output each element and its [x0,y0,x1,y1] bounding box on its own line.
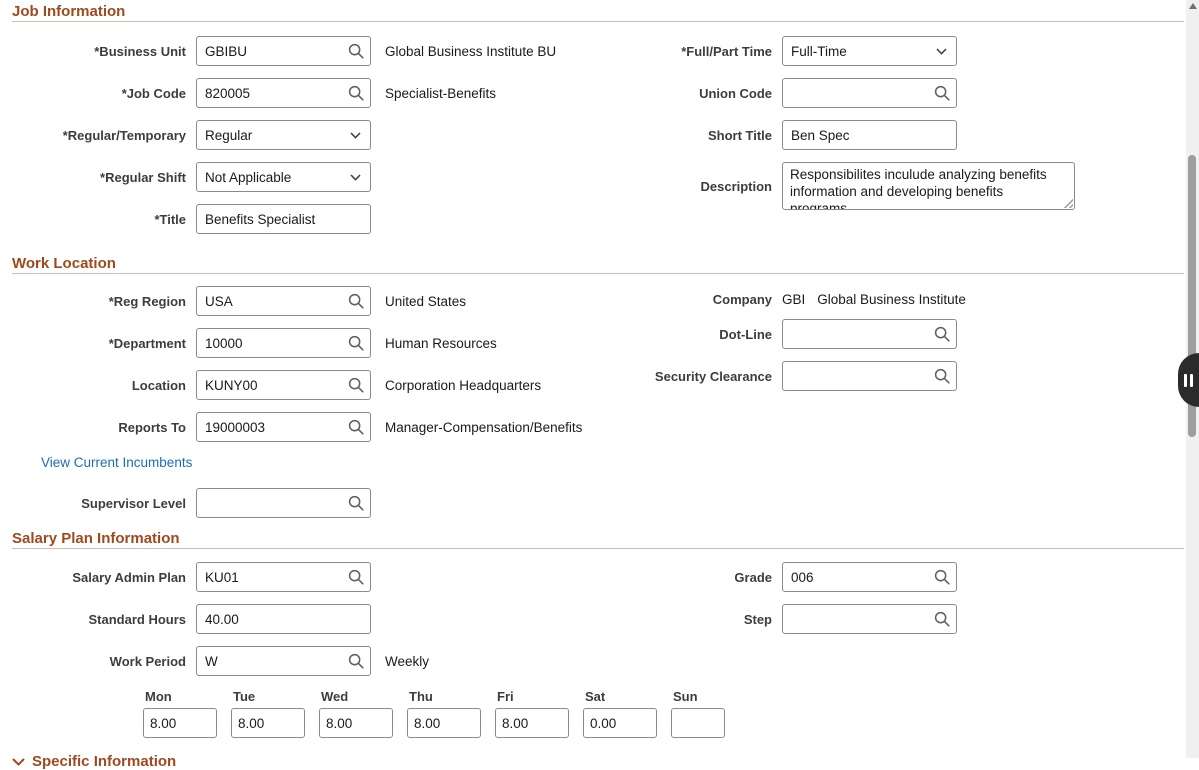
job-code-input[interactable] [196,78,371,108]
day-fri-input[interactable] [495,708,569,738]
search-icon[interactable] [347,334,365,352]
regular-shift-select[interactable] [196,162,371,192]
job-right-column [586,22,1184,210]
job-code-description: Specialist-Benefits [385,85,497,101]
day-sun-input[interactable] [671,708,725,738]
dot-line-label: Dot-Line [719,326,772,342]
day-thu-input[interactable] [407,708,481,738]
search-icon[interactable] [933,84,951,102]
reg-region-description: United States [385,293,467,309]
business-unit-label: *Business Unit [94,43,186,59]
full-part-time-label: *Full/Part Time [681,43,772,59]
salary-admin-plan-row [12,562,586,592]
full-part-time-row [586,36,1184,66]
regular-temporary-select[interactable] [196,120,371,150]
union-code-label: Union Code [699,85,772,101]
day-thu-label: Thu [409,689,433,704]
short-title-input[interactable] [782,120,957,150]
company-row [586,286,1184,312]
day-tue [231,689,305,738]
grade-input[interactable] [782,562,957,592]
job-code-fieldbox [196,78,371,108]
location-fieldbox [196,370,371,400]
company-label: Company [712,291,772,307]
security-clearance-fieldbox [782,361,957,391]
job-code-row [12,78,586,108]
department-row [12,328,586,358]
grade-fieldbox [782,562,957,592]
day-tue-input[interactable] [231,708,305,738]
supervisor-level-fieldbox [196,488,371,518]
day-sat [583,689,657,738]
short-title-row [586,120,1184,150]
title-row [12,204,586,234]
reg-region-fieldbox [196,286,371,316]
search-icon[interactable] [347,652,365,670]
up-arrow-icon[interactable] [1189,3,1197,9]
search-icon[interactable] [347,292,365,310]
salary-right-column [586,549,1184,646]
work-period-fieldbox [196,646,371,676]
search-icon[interactable] [347,376,365,394]
full-part-time-value: Full-Time [791,43,847,59]
grade-row [586,562,1184,592]
day-fri-label: Fri [497,689,514,704]
search-icon[interactable] [933,568,951,586]
regular-temporary-label: *Regular/Temporary [62,127,186,143]
title-label: *Title [154,211,186,227]
regular-shift-label: *Regular Shift [100,169,186,185]
department-description: Human Resources [385,335,497,351]
view-current-incumbents-link[interactable]: View Current Incumbents [41,455,193,470]
business-unit-description: Global Business Institute BU [385,43,557,59]
form-content [12,0,1184,770]
standard-hours-row [12,604,586,634]
day-fri [495,689,569,738]
search-icon[interactable] [347,84,365,102]
reports-to-input[interactable] [196,412,371,442]
short-title-label: Short Title [707,127,772,143]
work-period-label: Work Period [109,653,186,669]
job-left-column [12,22,586,246]
short-title-fieldbox [782,120,957,150]
day-tue-label: Tue [233,689,256,704]
step-label: Step [743,611,772,627]
security-clearance-row [586,361,1184,391]
work-location-right-column [586,274,1184,403]
description-label: Description [700,178,772,194]
search-icon[interactable] [347,568,365,586]
job-information-section [12,22,1184,252]
union-code-input[interactable] [782,78,957,108]
chevron-down-icon [12,758,25,766]
chevron-down-icon [936,48,947,55]
pause-icon [1190,374,1193,387]
work-period-row [12,646,586,676]
description-textarea[interactable] [782,162,1075,210]
salary-left-column [12,549,698,704]
day-wed-input[interactable] [319,708,393,738]
day-sat-input[interactable] [583,708,657,738]
day-sat-label: Sat [585,689,606,704]
search-icon[interactable] [347,418,365,436]
specific-information-title: Specific Information [32,753,177,770]
section-title-work-location: Work Location [12,255,116,272]
salary-plan-section [12,549,1184,741]
chevron-down-icon [350,132,361,139]
supervisor-level-row [12,488,586,518]
dot-line-fieldbox [782,319,957,349]
work-location-section [12,274,1184,527]
title-input[interactable] [196,204,371,234]
company-value: GBI [782,291,806,307]
salary-admin-plan-input[interactable] [196,562,371,592]
day-sun [671,689,725,738]
reports-to-fieldbox [196,412,371,442]
reports-to-row [12,412,586,442]
title-fieldbox [196,204,371,234]
regular-temporary-value: Regular [205,127,253,143]
work-period-description: Weekly [385,653,430,669]
location-label: Location [131,377,186,393]
supervisor-level-input[interactable] [196,488,371,518]
business-unit-row [12,36,586,66]
day-wed [319,689,393,738]
chevron-down-icon [350,174,361,181]
reg-region-input[interactable] [196,286,371,316]
reg-region-row [12,286,586,316]
search-icon[interactable] [933,610,951,628]
pause-icon [1184,374,1187,387]
job-code-label: *Job Code [121,85,186,101]
standard-hours-label: Standard Hours [88,611,186,627]
dot-line-row [586,319,1184,349]
supervisor-level-label: Supervisor Level [81,495,186,511]
regular-shift-value: Not Applicable [205,169,292,185]
regular-shift-row [12,162,586,192]
salary-admin-plan-fieldbox [196,562,371,592]
day-wed-label: Wed [321,689,349,704]
day-mon-input[interactable] [143,708,217,738]
department-input[interactable] [196,328,371,358]
dot-line-input[interactable] [782,319,957,349]
company-description: Global Business Institute [817,291,966,307]
description-fieldbox [782,162,1075,210]
search-icon[interactable] [347,42,365,60]
reg-region-label: *Reg Region [108,293,186,309]
department-label: *Department [108,335,186,351]
work-period-input[interactable] [196,646,371,676]
security-clearance-input[interactable] [782,361,957,391]
grade-label: Grade [734,569,772,585]
location-description: Corporation Headquarters [385,377,542,393]
salary-admin-plan-label: Salary Admin Plan [72,569,186,585]
union-code-row [586,78,1184,108]
standard-hours-input[interactable] [196,604,371,634]
regular-temporary-row [12,120,586,150]
step-input[interactable] [782,604,957,634]
step-fieldbox [782,604,957,634]
reports-to-label: Reports To [118,419,186,435]
business-unit-fieldbox [196,36,371,66]
location-input[interactable] [196,370,371,400]
location-row [12,370,586,400]
reports-to-description: Manager-Compensation/Benefits [385,419,583,435]
section-header-specific-information[interactable] [12,753,1184,770]
section-title-salary-plan: Salary Plan Information [12,530,180,547]
full-part-time-select[interactable] [782,36,957,66]
security-clearance-label: Security Clearance [654,368,772,384]
business-unit-input[interactable] [196,36,371,66]
description-row [586,162,1184,210]
search-icon[interactable] [347,494,365,512]
department-fieldbox [196,328,371,358]
union-code-fieldbox [782,78,957,108]
day-thu [407,689,481,738]
day-mon [143,689,217,738]
standard-hours-fieldbox [196,604,371,634]
search-icon[interactable] [933,325,951,343]
day-sun-label: Sun [673,689,698,704]
day-mon-label: Mon [145,689,172,704]
section-title-job-information: Job Information [12,3,126,20]
work-location-left-column [12,274,586,530]
weekly-hours-grid [143,689,725,738]
search-icon[interactable] [933,367,951,385]
step-row [586,604,1184,634]
